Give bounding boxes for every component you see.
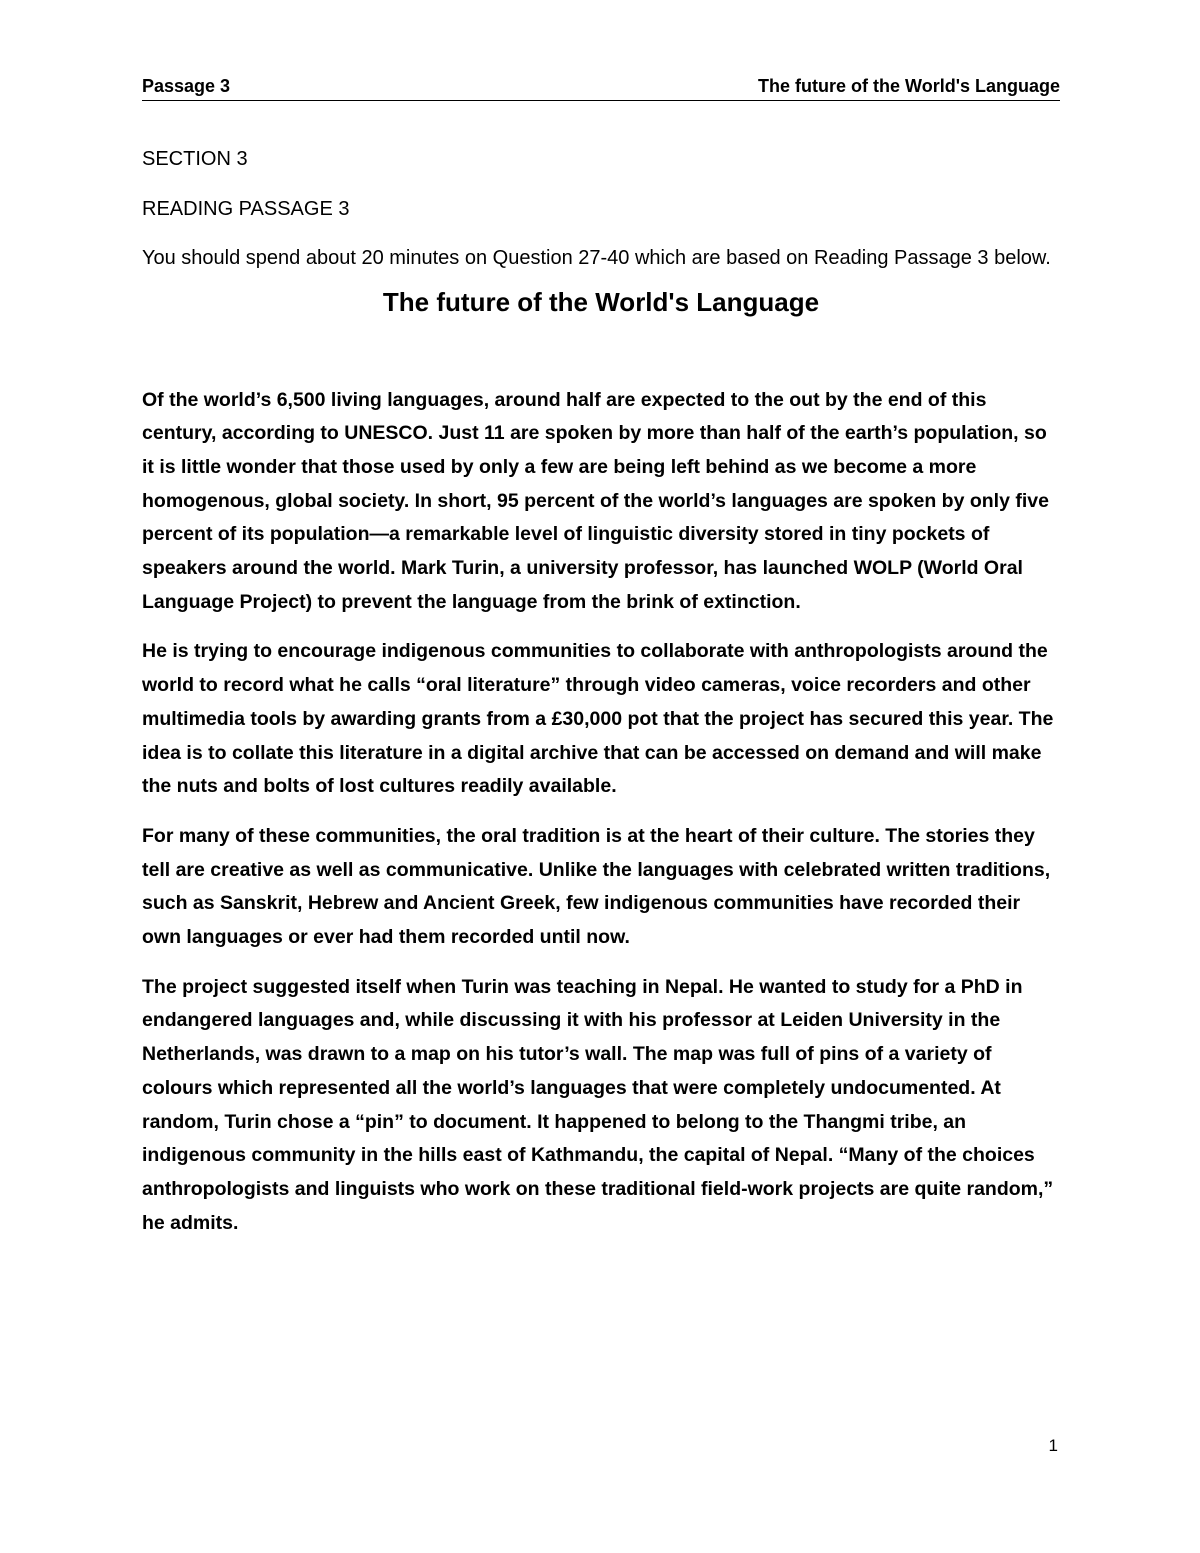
paragraph-2: He is trying to encourage indigenous communities to collaborate with anthropologists around the world to record what he calls “oral literature” through video cameras, voice recorders and other multimedia tools by awarding grants from a £30,000 pot that the project has secured this year. The idea is to collate this literature in a digital archive that can be accessed on demand and will make the nuts and bolts of lost cultures readily available. [142,640,1054,798]
header-passage-label: Passage 3 [142,76,231,96]
reading-passage-label: READING PASSAGE 3 [142,197,350,220]
page-header [142,74,1060,101]
page-number: 1 [1048,1436,1058,1455]
passage-title: The future of the World's Language [382,286,820,317]
section-label: SECTION 3 [142,148,248,170]
paragraph-3: For many of these communities, the oral tradition is at the heart of their culture. The stories they tell are creative as well as communicative. Unlike the languages with celebrated written traditions, such as Sanskrit, Hebrew and Ancient Greek, few indigenous communities have recorded their own languages or ever had them recorded until now. [142,824,1051,949]
paragraph-4: The project suggested itself when Turin was teaching in Nepal. He wanted to study for a PhD in endangered languages and, while discussing it with his professor at Leiden University in the Netherlands, was drawn to a map on his tutor’s wall. The map was full of pins of a variety of colours which represented all the world’s languages that were completely undocumented. At random, Turin chose a “pin” to document. It happened to belong to the Thangmi tribe, an indigenous community in the hills east of Kathmandu, the capital of Nepal. “Many of the choices anthropologists and linguists who work on these traditional field-work projects are quite random,” he admits. [142,975,1054,1234]
document-body [142,143,1060,1256]
instructions-text: You should spend about 20 minutes on Question 27-40 which are based on Reading Passage 3 below. [142,247,1051,269]
header-document-title: The future of the World's Language [758,76,1060,96]
paragraph-1: Of the world’s 6,500 living languages, around half are expected to the out by the end of this century, according to UNESCO. Just 11 are spoken by more than half of the earth’s population, so it is little wonder that those used by only a few are being left behind as we become a more homogenous, global society. In short, 95 percent of the world’s languages are spoken by only five percent of its population—a remarkable level of linguistic diversity stored in tiny pockets of speakers around the world. Mark Turin, a university professor, has launched WOLP (World Oral Language Project) to prevent the language from the brink of extinction. [142,388,1049,613]
